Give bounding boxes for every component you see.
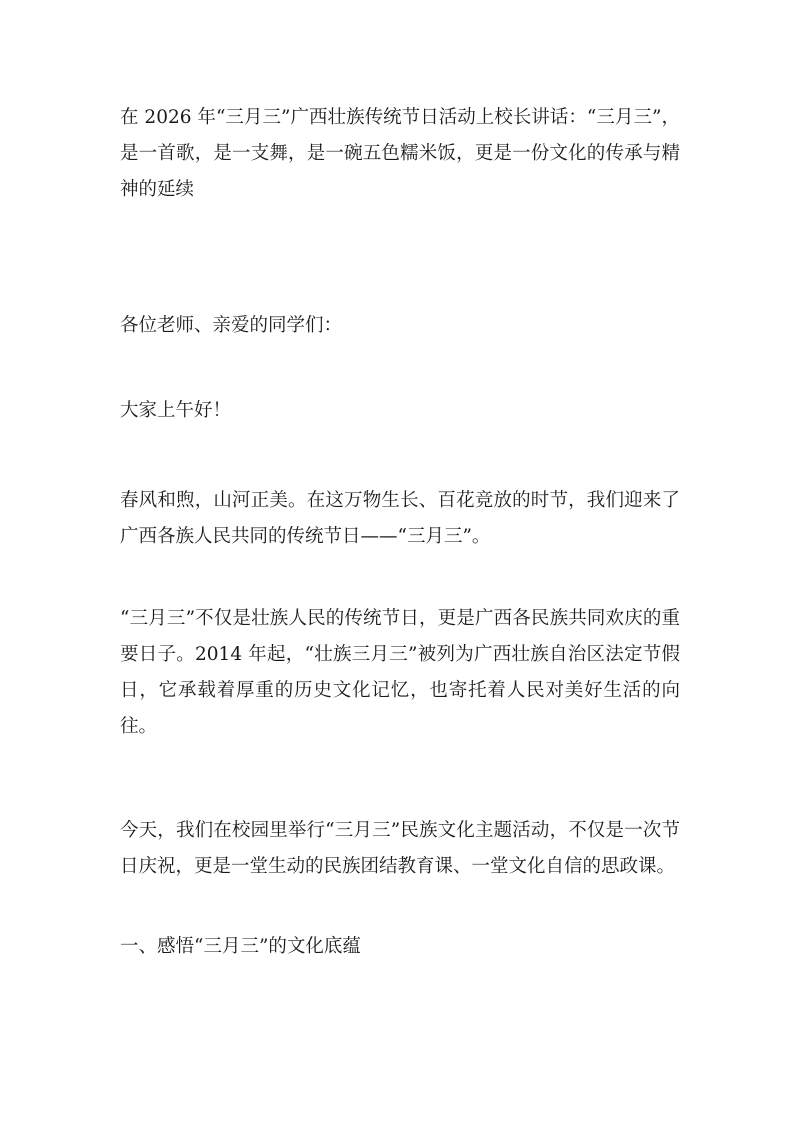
greeting: 大家上午好！ — [120, 400, 232, 421]
paragraph-activity: 今天，我们在校园里举行“三月三”民族文化主题活动，不仅是一次节日庆祝，更是一堂生动的民族团结教育课、一堂文化自信的思政课。 — [120, 820, 680, 877]
paragraph-spring: 春风和煦，山河正美。在这万物生长、百花竞放的时节，我们迎来了广西各族人民共同的传统节日——“三月三”。 — [120, 490, 680, 547]
document-title: 在 2026 年“三月三”广西壮族传统节日活动上校长讲话：“三月三”，是一首歌，是一支舞，是一碗五色糯米饭，更是一份文化的传承与精神的延续 — [120, 107, 680, 200]
salutation: 各位老师、亲爱的同学们： — [120, 315, 343, 336]
section-heading: 一、感悟“三月三”的文化底蕴 — [120, 936, 361, 957]
paragraph-festival: “三月三”不仅是壮族人民的传统节日，更是广西各民族共同欢庆的重要日子。2014 年起，“壮族三月三”被列为广西壮族自治区法定节假日，它承载着厚重的历史文化记忆，也寄托着人民对美好生活的向往。 — [120, 608, 680, 737]
